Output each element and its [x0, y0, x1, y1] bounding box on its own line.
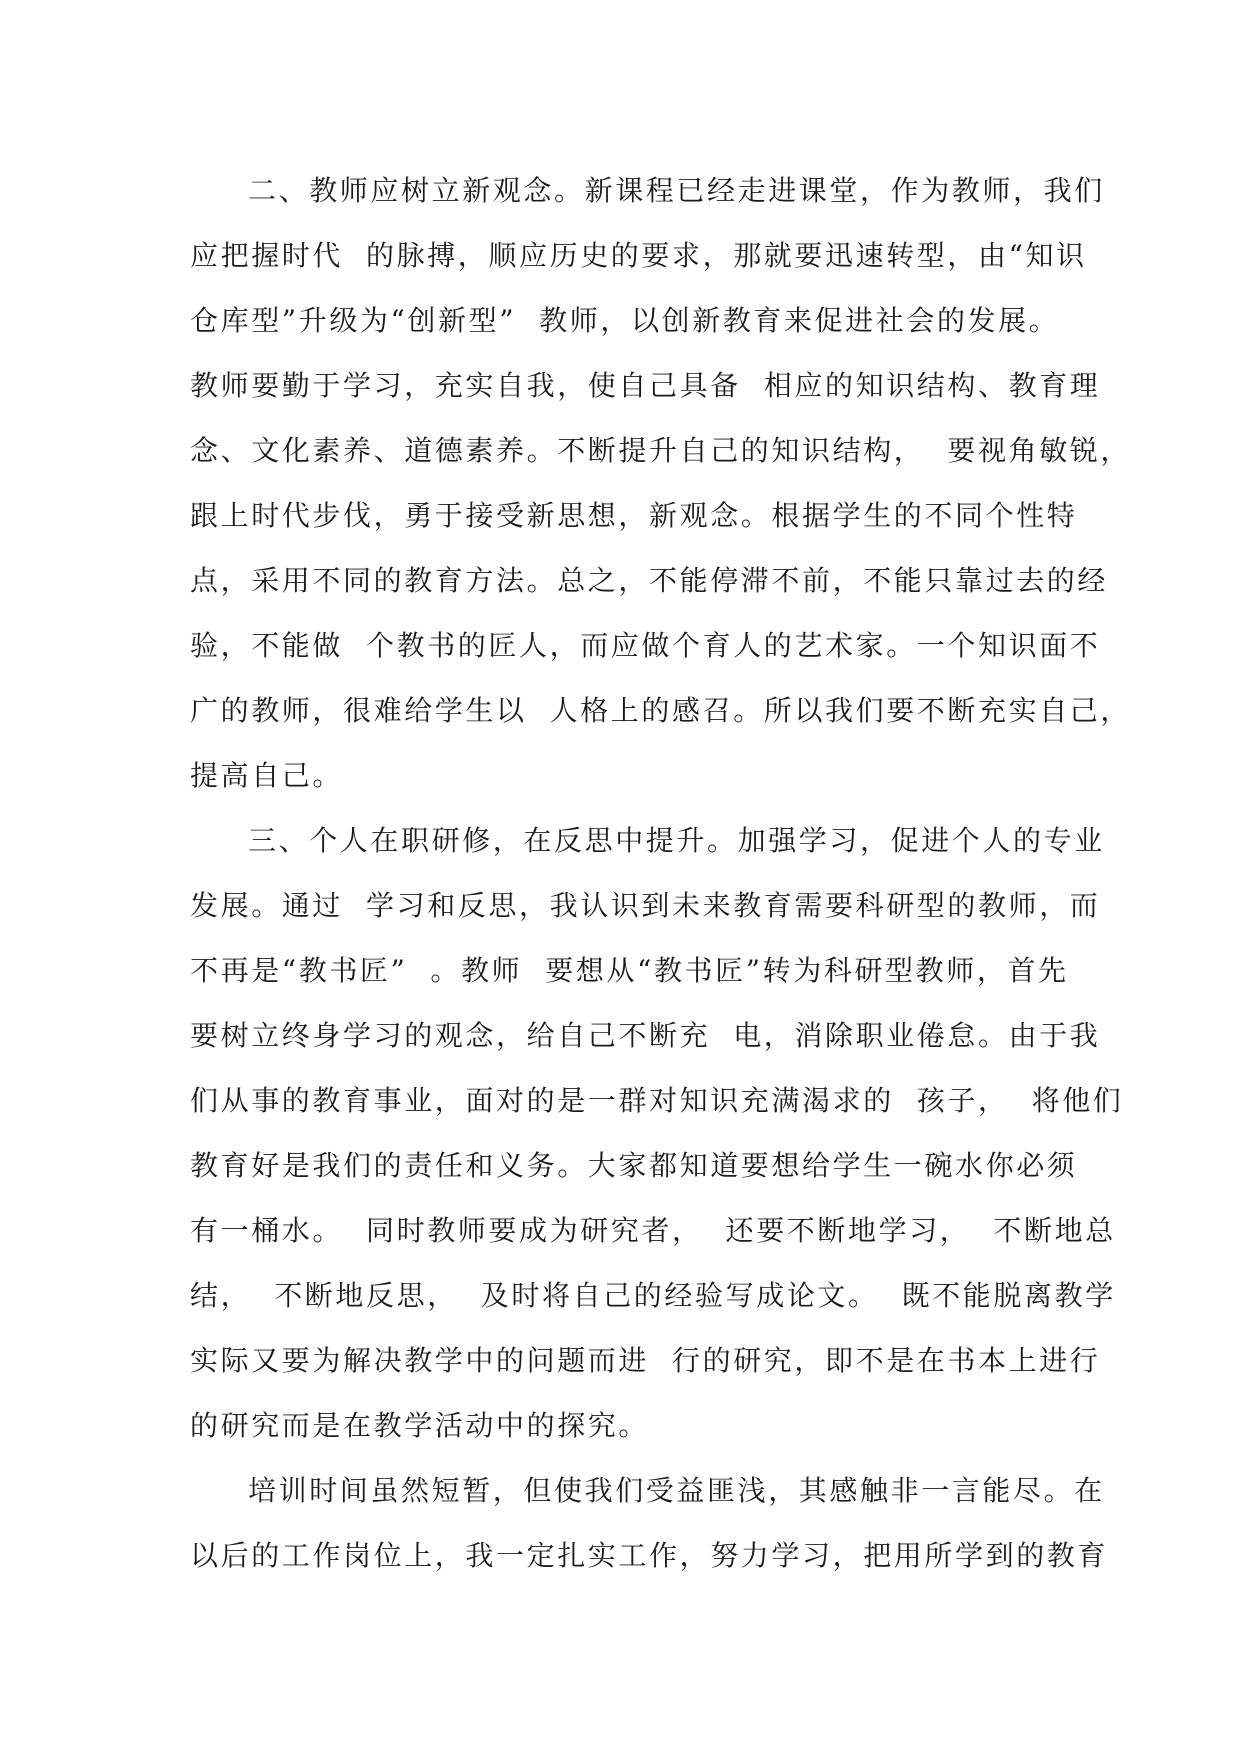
text-line: 点，采用不同的教育方法。总之，不能停滞不前，不能只靠过去的经	[190, 564, 1109, 597]
text-line: 实际又要为解决教学中的问题而进 行的研究，即不是在书本上进行	[190, 1344, 1101, 1377]
text-line: 仓库型”升级为“创新型” 教师，以创新教育来促进社会的发展。	[190, 304, 1060, 337]
text-line: 提高自己。	[190, 759, 344, 792]
text-line: 要树立终身学习的观念，给自己不断充 电，消除职业倦怠。由于我	[190, 1019, 1101, 1052]
text-line: 有一桶水。 同时教师要成为研究者， 还要不断地学习， 不断地总	[190, 1214, 1116, 1247]
text-line: 跟上时代步伐，勇于接受新思想，新观念。根据学生的不同个性特	[190, 499, 1078, 532]
text-line: 培训时间虽然短暂，但使我们受益匪浅，其感触非一言能尽。在	[248, 1474, 1105, 1507]
paragraph-new-concepts	[190, 158, 1132, 808]
text-line: 广的教师，很难给学生以 人格上的感召。所以我们要不断充实自己，	[190, 694, 1132, 727]
document-body	[190, 158, 1132, 1588]
text-line: 教师要勤于学习，充实自我，使自己具备 相应的知识结构、教育理	[190, 369, 1101, 402]
text-line: 应把握时代 的脉搏，顺应历史的要求，那就要迅速转型，由“知识	[190, 239, 1087, 272]
text-line: 的研究而是在教学活动中的探究。	[190, 1409, 650, 1442]
text-line: 念、文化素养、道德素养。不断提升自己的知识结构， 要视角敏锐，	[190, 434, 1132, 467]
text-line: 们从事的教育事业，面对的是一群对知识充满渴求的 孩子， 将他们	[190, 1084, 1124, 1117]
text-line: 结， 不断地反思， 及时将自己的经验写成论文。 既不能脱离教学	[190, 1279, 1116, 1312]
paragraph-in-service-study	[190, 808, 1124, 1458]
text-line: 三、个人在职研修，在反思中提升。加强学习，促进个人的专业	[248, 824, 1105, 857]
text-line: 不再是“教书匠” 。教师 要想从“教书匠”转为科研型教师，首先	[190, 954, 1069, 987]
text-line: 验，不能做 个教书的匠人，而应做个育人的艺术家。一个知识面不	[190, 629, 1101, 662]
text-line: 二、教师应树立新观念。新课程已经走进课堂，作为教师，我们	[248, 174, 1105, 207]
text-line: 以后的工作岗位上，我一定扎实工作，努力学习，把用所学到的教育	[190, 1539, 1109, 1572]
text-line: 教育好是我们的责任和义务。大家都知道要想给学生一碗水你必须	[190, 1149, 1078, 1182]
paragraph-conclusion	[190, 1458, 1109, 1588]
text-line: 发展。通过 学习和反思，我认识到未来教育需要科研型的教师，而	[190, 889, 1101, 922]
